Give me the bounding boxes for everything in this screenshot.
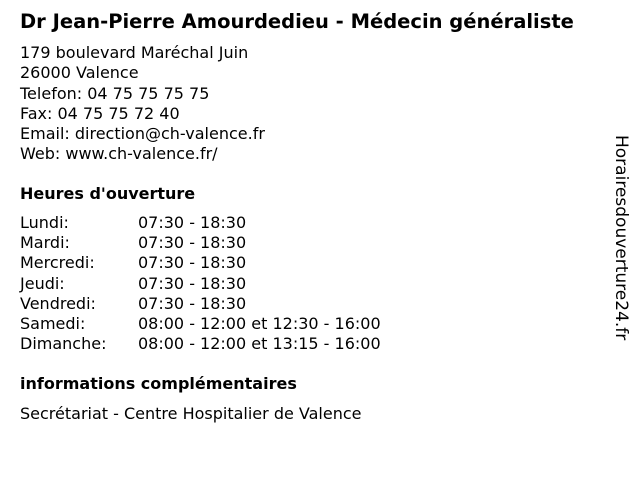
hours-row-thursday: [20, 274, 381, 294]
street-address: 179 boulevard Maréchal Juin: [20, 43, 249, 62]
time-range: 07:30 - 18:30: [138, 293, 247, 313]
website-address: Web: www.ch-valence.fr/: [20, 144, 218, 164]
day-label: Samedi:: [20, 314, 86, 334]
day-label: Mardi:: [20, 233, 70, 253]
day-label: Jeudi:: [20, 273, 65, 293]
time-range: 08:00 - 12:00 et 12:30 - 16:00: [138, 314, 381, 334]
site-watermark: Horairesdouverture24.fr: [611, 135, 631, 341]
fax-number: Fax: 04 75 75 72 40: [20, 103, 180, 123]
hours-row-friday: [20, 294, 381, 314]
city-postcode: 26000 Valence: [20, 63, 139, 83]
hours-row-saturday: [20, 314, 381, 334]
time-range: 07:30 - 18:30: [138, 233, 247, 253]
hours-row-monday: [20, 213, 381, 233]
additional-info-text: Secrétariat - Centre Hospitalier de Valence: [20, 404, 362, 423]
page-title: Dr Jean-Pierre Amourdedieu - Médecin généraliste: [20, 10, 574, 33]
time-range: 07:30 - 18:30: [138, 213, 247, 232]
day-label: Lundi:: [20, 213, 69, 232]
day-label: Mercredi:: [20, 253, 95, 273]
additional-info-heading: informations complémentaires: [20, 374, 297, 393]
time-range: 07:30 - 18:30: [138, 273, 247, 293]
hours-row-sunday: [20, 334, 381, 354]
opening-hours-table: [20, 213, 381, 354]
contact-block: [20, 43, 265, 165]
day-label: Dimanche:: [20, 334, 107, 354]
hours-row-wednesday: [20, 253, 381, 273]
email-address: Email: direction@ch-valence.fr: [20, 124, 265, 144]
hours-row-tuesday: [20, 233, 381, 253]
time-range: 07:30 - 18:30: [138, 253, 247, 273]
opening-hours-heading: Heures d'ouverture: [20, 184, 196, 203]
day-label: Vendredi:: [20, 293, 96, 313]
phone-number: Telefon: 04 75 75 75 75: [20, 83, 210, 103]
time-range: 08:00 - 12:00 et 13:15 - 16:00: [138, 334, 381, 354]
